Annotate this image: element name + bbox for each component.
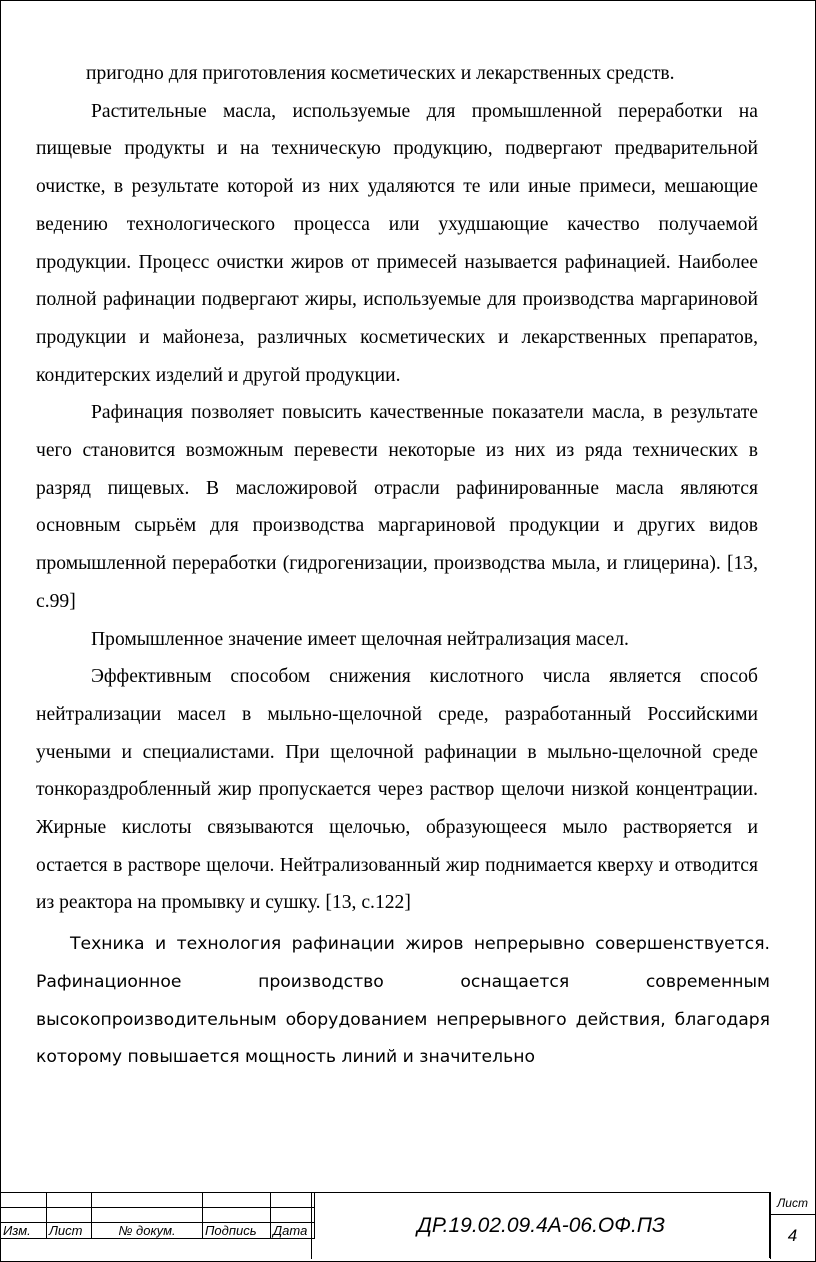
document-body — [36, 55, 770, 1077]
col-date: Дата — [271, 1223, 315, 1239]
col-list: Лист — [47, 1223, 92, 1239]
paragraph-5: Эффективным способом снижения кислотного числа является способ нейтрализации масел в мыльно-щелочной среде, разработанный Российскими учеными и специалистами. При щелочной рафинации в мыльно-щелочной среде тонкораздробленный жир пропускается через раствор щелочи низкой концентрации. Жирные кислоты связываются щелочью, образующееся мыло растворяется и остается в растворе щелочи. Нейтрализованный жир поднимается кверху и отводится из реактора на промывку и сушку. [13, с.122] — [36, 666, 758, 914]
revision-table — [0, 1192, 315, 1239]
paragraph-1: пригодно для приготовления косметических и лекарственных средств. — [86, 63, 675, 84]
col-doc: № докум. — [92, 1223, 203, 1239]
sheet-box — [769, 1192, 815, 1258]
document-code: ДР.19.02.09.4А-06.ОФ.ПЗ — [311, 1192, 771, 1259]
paragraph-6: Техника и технология рафинации жиров непрерывно совершенствуется. Рафинационное производство оснащается современным высокопроизводительным оборудованием непрерывного действия, благодаря которому повышается мощность линий и значительно — [36, 934, 770, 1068]
sheet-label: Лист — [770, 1192, 815, 1215]
col-sign: Подпись — [203, 1223, 271, 1239]
paragraph-4: Промышленное значение имеет щелочная нейтрализация масел. — [91, 628, 629, 650]
paragraph-2: Растительные масла, используемые для промышленной переработки на пищевые продукты и на техническую продукцию, подвергают предварительной очистке, в результате которой из них удаляются те или иные примеси, мешающие ведению технологического процесса или ухудшающие качество получаемой продукции. Процесс очистки жиров от примесей называется рафинацией. Наиболее полной рафинации подвергают жиры, используемые для производства маргариновой продукции и майонеза, различных косметических и лекарственных препаратов, кондитерских изделий и другой продукции. — [36, 100, 758, 386]
title-block — [0, 1192, 814, 1260]
col-izm: Изм. — [1, 1223, 47, 1239]
sheet-number: 4 — [787, 1226, 798, 1245]
paragraph-3: Рафинация позволяет повысить качественные показатели масла, в результате чего становится возможным перевести некоторые из них из ряда технических в разряд пищевых. В масложировой отрасли рафинированные масла являются основным сырьём для производства маргариновой продукции и других видов промышленной переработки (гидрогенизации, производства мыла, и глицерина). [13, с.99] — [36, 402, 758, 612]
